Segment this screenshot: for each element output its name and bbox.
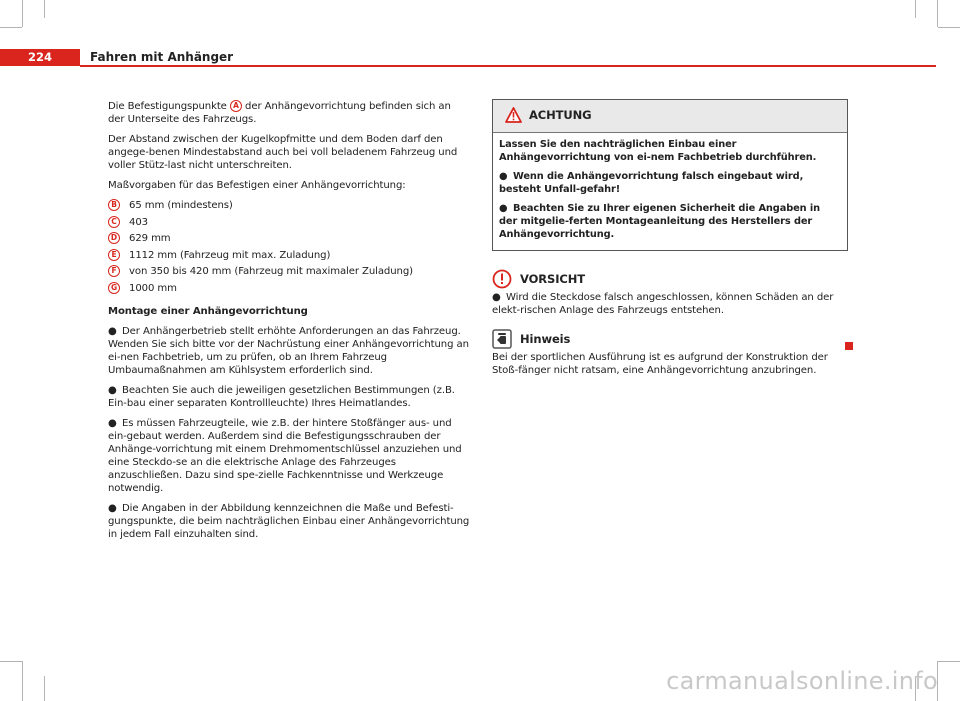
right-column [492,99,848,377]
bullet-paragraph [108,384,470,410]
crop-mark [938,661,960,662]
crop-mark [22,0,23,27]
bullet-text: Die Angaben in der Abbildung kennzeichnen die Maße und Befesti-gungspunkte, die beim nachträglichen Einbau einer Anhängevorrichtung in jedem Fall einzuhalten sind. [108,503,470,540]
watermark: carmanualsonline.info [666,667,938,695]
warning-lead: Lassen Sie den nachträglichen Einbau einer Anhängevorrichtung von ei-nem Fachbetrieb durchführen. [499,139,817,163]
warning-header [493,100,847,133]
bullet-icon: ● [108,385,117,396]
marker-b: B [108,199,120,211]
bullet-paragraph [108,417,470,495]
marker-g: G [108,282,120,294]
bullet-icon: ● [108,418,117,429]
caution-title: VORSICHT [520,272,585,286]
dimension-text: 1112 mm (Fahrzeug mit max. Zuladung) [129,249,331,261]
note-text: Bei der sportlichen Ausführung ist es aufgrund der Konstruktion der Stoß-fänger nicht ratsam, eine Anhängevorrichtung anzubringen. [492,352,828,376]
bullet-text: Beachten Sie zu Ihrer eigenen Sicherheit die Angaben in der mitgelie-ferten Montageanleitung des Herstellers der Anhängevorrichtung. [499,203,821,240]
bullet-icon: ● [499,203,508,214]
bullet-icon: ● [108,503,117,514]
bullet-text: Beachten Sie auch die jeweiligen gesetzlichen Bestimmungen (z.B. Ein-bau einer separaten Kontrollleuchte) Ihres Heimatlandes. [108,385,455,409]
page-number: 224 [0,49,80,66]
caution-header [492,269,848,291]
warning-box [492,99,848,251]
intro-paragraph-1 [108,100,470,126]
bullet-icon: ● [492,292,501,303]
crop-mark [22,661,23,701]
marker-a: A [230,100,242,112]
crop-mark [938,27,960,28]
marker-c: C [108,216,120,228]
bullet-icon: ● [108,326,117,337]
dimension-text: 629 mm [129,233,171,244]
intro-text: Die Befestigungspunkte [108,101,227,112]
bullet-icon: ● [499,171,508,182]
page-title: Fahren mit Anhänger [90,50,234,64]
crop-mark [0,27,22,28]
crop-mark [915,0,916,18]
bullet-text: Wenn die Anhängevorrichtung falsch eingebaut wird, besteht Unfall-gefahr! [499,171,804,195]
list-item [108,199,470,216]
warning-body [493,133,847,250]
bullet-paragraph [499,202,841,241]
end-of-section-marker [845,342,853,350]
intro-paragraph-3: Maßvorgaben für das Befestigen einer Anhängevorrichtung: [108,180,406,191]
header-rule [80,65,936,67]
dimension-list [108,199,470,298]
marker-e: E [108,249,120,261]
crop-mark [937,0,938,27]
note-title: Hinweis [520,332,571,346]
note-header [492,329,848,351]
bullet-paragraph [108,502,470,541]
dimension-text: von 350 bis 420 mm (Fahrzeug mit maximaler Zuladung) [129,266,413,277]
crop-mark [44,0,45,18]
warning-title: ACHTUNG [529,108,592,122]
bullet-paragraph [499,170,841,196]
bullet-text: Der Anhängerbetrieb stellt erhöhte Anforderungen an das Fahrzeug. Wenden Sie sich bitte vor der Nachrüstung einer Anhängevorrichtung an ei-nen Fachbetrieb, um zu prüfen, ob an Ihrem Fahrzeug Umbaumaßnahmen am Kühlsystem erforderlich sind. [108,326,469,376]
list-item [108,216,470,233]
list-item [108,265,470,282]
warning-triangle-icon [505,107,522,123]
marker-d: D [108,232,120,244]
dimension-text: 403 [129,216,148,228]
section-heading: Montage einer Anhängevorrichtung [108,306,308,317]
list-item [108,282,470,299]
dimension-text: 65 mm (mindestens) [129,200,233,211]
bullet-paragraph [108,325,470,377]
note-icon [492,329,512,349]
crop-mark [0,661,22,662]
list-item [108,249,470,266]
intro-text: der Anhängevorrichtung befinden sich an der Unterseite des Fahrzeugs. [108,101,451,125]
caution-icon [492,269,512,289]
bullet-paragraph [492,291,848,317]
bullet-text: Es müssen Fahrzeugteile, wie z.B. der hintere Stoßfänger aus- und ein-gebaut werden. Außerdem sind die Befestigungsschrauben der Anhänge-vorrichtung mit einem Drehmomentschlüssel anzuziehen und eine Steckdo-se an die elektrische Anlage des Fahrzeuges anzuschließen. Dazu sind spe-zielle Fachkenntnisse und Werkzeuge notwendig. [108,418,462,494]
dimension-text: 1000 mm [129,282,177,294]
crop-mark [44,676,45,701]
marker-f: F [108,265,120,277]
intro-paragraph-2: Der Abstand zwischen der Kugelkopfmitte und dem Boden darf den angege-benen Mindestabstand auch bei voll beladenem Fahrzeug und voller Stütz-last nicht unterschreiten. [108,134,458,171]
left-column [108,100,470,548]
caution-text: Wird die Steckdose falsch angeschlossen, können Schäden an der elekt-rischen Anlage des Fahrzeugs entstehen. [492,292,834,316]
list-item [108,232,470,249]
